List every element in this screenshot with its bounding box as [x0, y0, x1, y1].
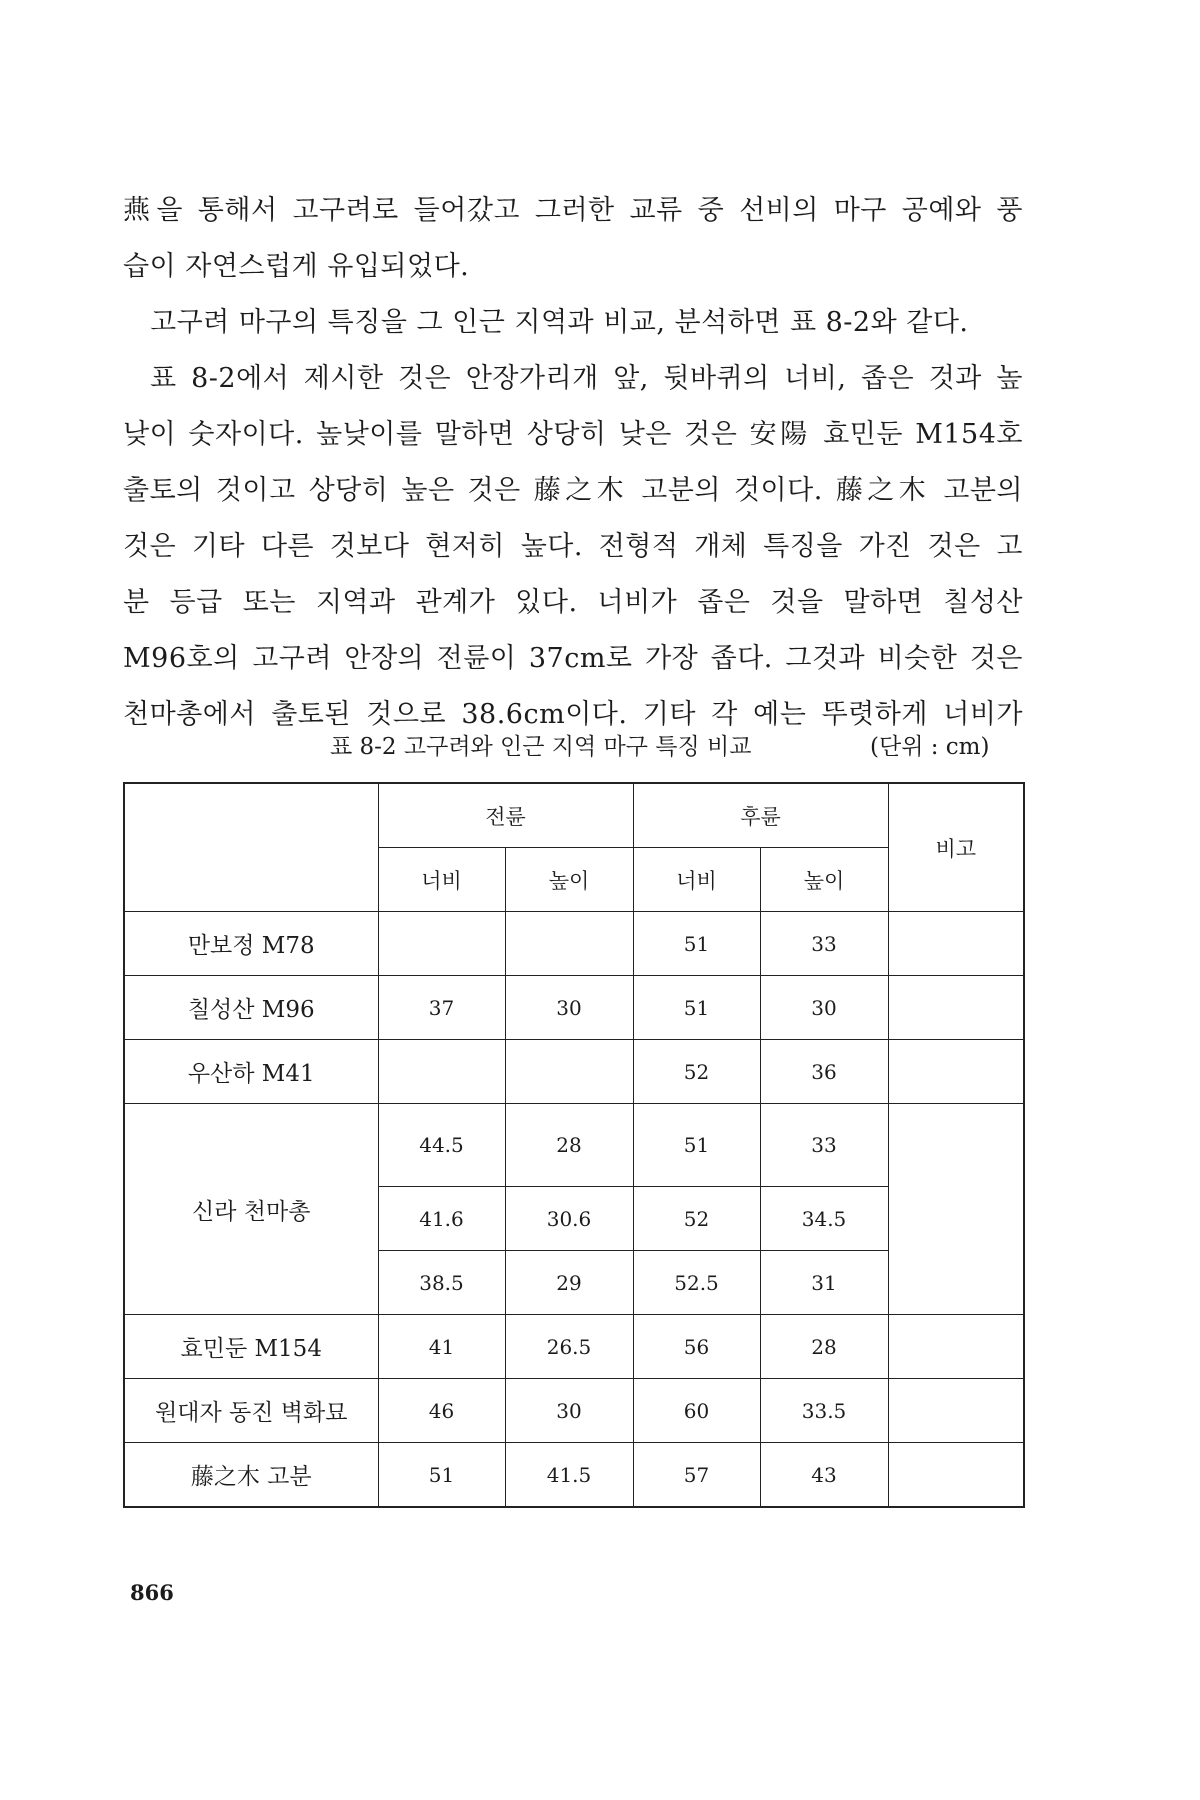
row-label: 우산하 M41: [124, 1040, 378, 1104]
front-width-cell: 41.6: [378, 1187, 505, 1251]
rear-height-cell: 43: [760, 1443, 888, 1508]
front-width-cell: 44.5: [378, 1104, 505, 1187]
comparison-table: [123, 782, 1025, 1508]
rear-width-cell: 52: [633, 1040, 760, 1104]
table-caption: [330, 728, 1030, 761]
row-label: 만보정 M78: [124, 912, 378, 976]
rear-width-cell: 60: [633, 1379, 760, 1443]
front-width-cell: 38.5: [378, 1251, 505, 1315]
note-cell: [888, 1379, 1024, 1443]
header-front-height: 높이: [505, 848, 633, 912]
paragraph-continuation: [123, 183, 1023, 295]
header-empty-cell: [124, 783, 378, 912]
rear-width-cell: 51: [633, 976, 760, 1040]
rear-height-cell: 33: [760, 1104, 888, 1187]
front-width-cell: 37: [378, 976, 505, 1040]
table-row: [124, 912, 1024, 976]
rear-height-cell: 30: [760, 976, 888, 1040]
note-cell: [888, 912, 1024, 976]
paragraph-comparison: [123, 295, 1023, 743]
text-line: 것은 기타 다른 것보다 현저히 높다. 전형적 개체 특징을 가진 것은 고: [123, 531, 1023, 562]
row-label: 효민둔 M154: [124, 1315, 378, 1379]
rear-width-cell: 51: [633, 912, 760, 976]
front-height-cell: 26.5: [505, 1315, 633, 1379]
front-height-cell: [505, 912, 633, 976]
front-height-cell: [505, 1040, 633, 1104]
row-label: 칠성산 M96: [124, 976, 378, 1040]
rear-width-cell: 51: [633, 1104, 760, 1187]
front-width-cell: 46: [378, 1379, 505, 1443]
page-number: 866: [130, 1580, 174, 1605]
front-width-cell: 51: [378, 1443, 505, 1508]
rear-height-cell: 31: [760, 1251, 888, 1315]
front-height-cell: 28: [505, 1104, 633, 1187]
table-row: [124, 976, 1024, 1040]
text-line: 표 8-2에서 제시한 것은 안장가리개 앞, 뒷바퀴의 너비, 좁은 것과 높: [150, 363, 1023, 394]
front-width-cell: [378, 912, 505, 976]
text-line: 천마총에서 출토된 것으로 38.6cm이다. 기타 각 예는 뚜렷하게 너비가: [123, 699, 1023, 730]
note-cell: [888, 1315, 1024, 1379]
table-unit: (단위 : cm): [870, 734, 990, 760]
rear-width-cell: 57: [633, 1443, 760, 1508]
row-label: 원대자 동진 벽화묘: [124, 1379, 378, 1443]
text-line: 燕을 통해서 고구려로 들어갔고 그러한 교류 중 선비의 마구 공예와 풍: [123, 195, 1023, 226]
header-front-wheel: 전륜: [378, 783, 633, 848]
table-row: [124, 1379, 1024, 1443]
text-line: M96호의 고구려 안장의 전륜이 37cm로 가장 좁다. 그것과 비슷한 것은: [123, 643, 1023, 674]
table-row: [124, 1104, 1024, 1187]
text-line: 습이 자연스럽게 유입되었다.: [123, 251, 470, 282]
table-row: [124, 1040, 1024, 1104]
note-cell: [888, 1443, 1024, 1508]
text-line: 낮이 숫자이다. 높낮이를 말하면 상당히 낮은 것은 安陽 효민둔 M154호: [123, 419, 1023, 450]
note-cell: [888, 1104, 1024, 1315]
rear-height-cell: 34.5: [760, 1187, 888, 1251]
header-note: 비고: [888, 783, 1024, 912]
rear-height-cell: 28: [760, 1315, 888, 1379]
front-height-cell: 30.6: [505, 1187, 633, 1251]
rear-height-cell: 36: [760, 1040, 888, 1104]
front-height-cell: 30: [505, 1379, 633, 1443]
header-front-width: 너비: [378, 848, 505, 912]
rear-width-cell: 52.5: [633, 1251, 760, 1315]
table-row: [124, 1443, 1024, 1508]
header-rear-height: 높이: [760, 848, 888, 912]
text-line: 분 등급 또는 지역과 관계가 있다. 너비가 좁은 것을 말하면 칠성산: [123, 587, 1023, 618]
row-label: 신라 천마총: [124, 1104, 378, 1315]
table-caption-title: 표 8-2 고구려와 인근 지역 마구 특징 비교: [330, 734, 752, 760]
row-label: 藤之木 고분: [124, 1443, 378, 1508]
header-rear-width: 너비: [633, 848, 760, 912]
front-width-cell: [378, 1040, 505, 1104]
rear-width-cell: 52: [633, 1187, 760, 1251]
front-width-cell: 41: [378, 1315, 505, 1379]
table-row: [124, 1315, 1024, 1379]
table-header-row: [124, 783, 1024, 848]
front-height-cell: 29: [505, 1251, 633, 1315]
note-cell: [888, 976, 1024, 1040]
rear-width-cell: 56: [633, 1315, 760, 1379]
rear-height-cell: 33.5: [760, 1379, 888, 1443]
header-rear-wheel: 후륜: [633, 783, 888, 848]
note-cell: [888, 1040, 1024, 1104]
front-height-cell: 30: [505, 976, 633, 1040]
rear-height-cell: 33: [760, 912, 888, 976]
text-line: 출토의 것이고 상당히 높은 것은 藤之木 고분의 것이다. 藤之木 고분의: [123, 475, 1023, 506]
front-height-cell: 41.5: [505, 1443, 633, 1508]
text-line: 고구려 마구의 특징을 그 인근 지역과 비교, 분석하면 표 8-2와 같다.: [150, 307, 969, 338]
